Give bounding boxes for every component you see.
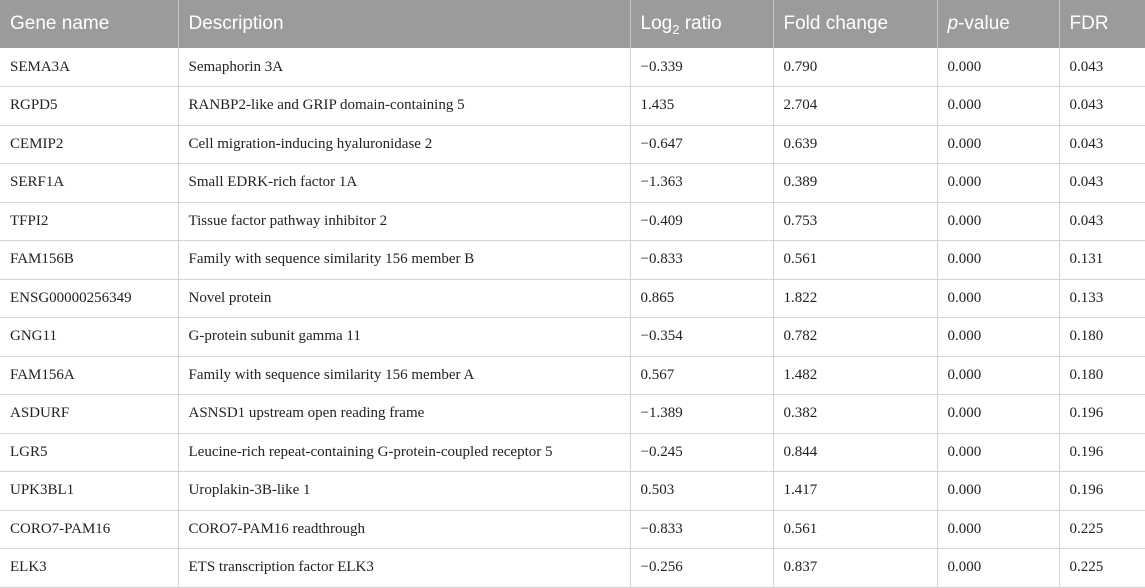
cell-fdr: 0.043: [1059, 202, 1145, 241]
cell-fold-change: 0.790: [773, 48, 937, 87]
cell-gene-name: SERF1A: [0, 164, 178, 203]
table-row: [0, 318, 1145, 357]
cell-p-value: 0.000: [937, 87, 1059, 126]
table-row: [0, 241, 1145, 280]
cell-p-value: 0.000: [937, 433, 1059, 472]
table-row: [0, 164, 1145, 203]
table-row: [0, 125, 1145, 164]
table-row: [0, 279, 1145, 318]
cell-fold-change: 0.639: [773, 125, 937, 164]
header-fold-change: Fold change: [773, 0, 937, 48]
cell-fold-change: 1.417: [773, 472, 937, 511]
cell-fdr: 0.043: [1059, 164, 1145, 203]
cell-p-value: 0.000: [937, 472, 1059, 511]
cell-gene-name: SEMA3A: [0, 48, 178, 87]
cell-fold-change: 0.844: [773, 433, 937, 472]
header-fdr: FDR: [1069, 13, 1109, 34]
cell-fold-change: 0.561: [773, 510, 937, 549]
table-row: [0, 433, 1145, 472]
cell-fdr: 0.043: [1059, 87, 1145, 126]
cell-log2-ratio: −0.833: [630, 241, 773, 280]
header-log2-suffix: ratio: [679, 13, 722, 34]
cell-log2-ratio: 0.567: [630, 356, 773, 395]
cell-gene-name: CEMIP2: [0, 125, 178, 164]
header-row: [0, 0, 1145, 48]
table-row: [0, 472, 1145, 511]
cell-gene-name: ELK3: [0, 549, 178, 588]
cell-p-value: 0.000: [937, 164, 1059, 203]
cell-description: Family with sequence similarity 156 member A: [178, 356, 630, 395]
cell-description: Family with sequence similarity 156 member B: [178, 241, 630, 280]
cell-gene-name: RGPD5: [0, 87, 178, 126]
cell-p-value: 0.000: [937, 202, 1059, 241]
cell-p-value: 0.000: [937, 48, 1059, 87]
cell-log2-ratio: −0.647: [630, 125, 773, 164]
table-body: [0, 48, 1145, 587]
cell-p-value: 0.000: [937, 279, 1059, 318]
cell-fdr: 0.180: [1059, 318, 1145, 357]
table-row: [0, 48, 1145, 87]
cell-description: ETS transcription factor ELK3: [178, 549, 630, 588]
cell-log2-ratio: −1.363: [630, 164, 773, 203]
cell-gene-name: FAM156B: [0, 241, 178, 280]
cell-p-value: 0.000: [937, 549, 1059, 588]
cell-p-value: 0.000: [937, 125, 1059, 164]
cell-gene-name: UPK3BL1: [0, 472, 178, 511]
cell-gene-name: FAM156A: [0, 356, 178, 395]
cell-gene-name: TFPI2: [0, 202, 178, 241]
cell-description: Semaphorin 3A: [178, 48, 630, 87]
cell-fdr: 0.196: [1059, 395, 1145, 434]
table-header: [0, 0, 1145, 48]
cell-fdr: 0.133: [1059, 279, 1145, 318]
table-row: [0, 356, 1145, 395]
cell-log2-ratio: −0.339: [630, 48, 773, 87]
header-p-value: [937, 0, 1059, 48]
cell-description: RANBP2-like and GRIP domain-containing 5: [178, 87, 630, 126]
cell-fdr: 0.196: [1059, 433, 1145, 472]
cell-p-value: 0.000: [937, 356, 1059, 395]
cell-fdr: 0.043: [1059, 48, 1145, 87]
header-description: Description: [178, 0, 630, 48]
cell-log2-ratio: 1.435: [630, 87, 773, 126]
cell-fdr: 0.043: [1059, 125, 1145, 164]
cell-log2-ratio: −0.833: [630, 510, 773, 549]
cell-fold-change: 1.822: [773, 279, 937, 318]
header-gene-name: Gene name: [0, 0, 178, 48]
cell-fold-change: 0.382: [773, 395, 937, 434]
header-log2-ratio: [630, 0, 773, 48]
cell-description: Cell migration-inducing hyaluronidase 2: [178, 125, 630, 164]
cell-description: Leucine-rich repeat-containing G-protein-coupled receptor 5: [178, 433, 630, 472]
cell-fdr: 0.225: [1059, 510, 1145, 549]
cell-fold-change: 0.782: [773, 318, 937, 357]
cell-fdr: 0.131: [1059, 241, 1145, 280]
table-row: [0, 510, 1145, 549]
cell-log2-ratio: −0.256: [630, 549, 773, 588]
cell-log2-ratio: 0.865: [630, 279, 773, 318]
cell-description: Novel protein: [178, 279, 630, 318]
cell-fold-change: 0.837: [773, 549, 937, 588]
cell-p-value: 0.000: [937, 318, 1059, 357]
cell-log2-ratio: −0.354: [630, 318, 773, 357]
cell-log2-ratio: −0.409: [630, 202, 773, 241]
cell-gene-name: CORO7-PAM16: [0, 510, 178, 549]
table-row: [0, 549, 1145, 588]
cell-p-value: 0.000: [937, 241, 1059, 280]
header-p-italic: p: [947, 13, 959, 34]
cell-gene-name: ENSG00000256349: [0, 279, 178, 318]
cell-description: CORO7-PAM16 readthrough: [178, 510, 630, 549]
cell-description: Tissue factor pathway inhibitor 2: [178, 202, 630, 241]
cell-description: ASNSD1 upstream open reading frame: [178, 395, 630, 434]
cell-fold-change: 0.561: [773, 241, 937, 280]
cell-fdr: 0.225: [1059, 549, 1145, 588]
header-log2-subscript: 2: [672, 22, 680, 37]
cell-gene-name: LGR5: [0, 433, 178, 472]
cell-p-value: 0.000: [937, 510, 1059, 549]
cell-log2-ratio: −0.245: [630, 433, 773, 472]
cell-fold-change: 0.753: [773, 202, 937, 241]
table-row: [0, 202, 1145, 241]
cell-log2-ratio: −1.389: [630, 395, 773, 434]
cell-fold-change: 1.482: [773, 356, 937, 395]
table-row: [0, 395, 1145, 434]
header-p-rest: -value: [958, 13, 1010, 34]
cell-description: Uroplakin-3B-like 1: [178, 472, 630, 511]
cell-description: Small EDRK-rich factor 1A: [178, 164, 630, 203]
cell-fdr: 0.180: [1059, 356, 1145, 395]
cell-fdr: 0.196: [1059, 472, 1145, 511]
cell-log2-ratio: 0.503: [630, 472, 773, 511]
cell-fold-change: 2.704: [773, 87, 937, 126]
table-row: [0, 87, 1145, 126]
cell-gene-name: GNG11: [0, 318, 178, 357]
cell-gene-name: ASDURF: [0, 395, 178, 434]
cell-fold-change: 0.389: [773, 164, 937, 203]
cell-p-value: 0.000: [937, 395, 1059, 434]
header-log2-prefix: Log: [640, 13, 673, 34]
cell-description: G-protein subunit gamma 11: [178, 318, 630, 357]
